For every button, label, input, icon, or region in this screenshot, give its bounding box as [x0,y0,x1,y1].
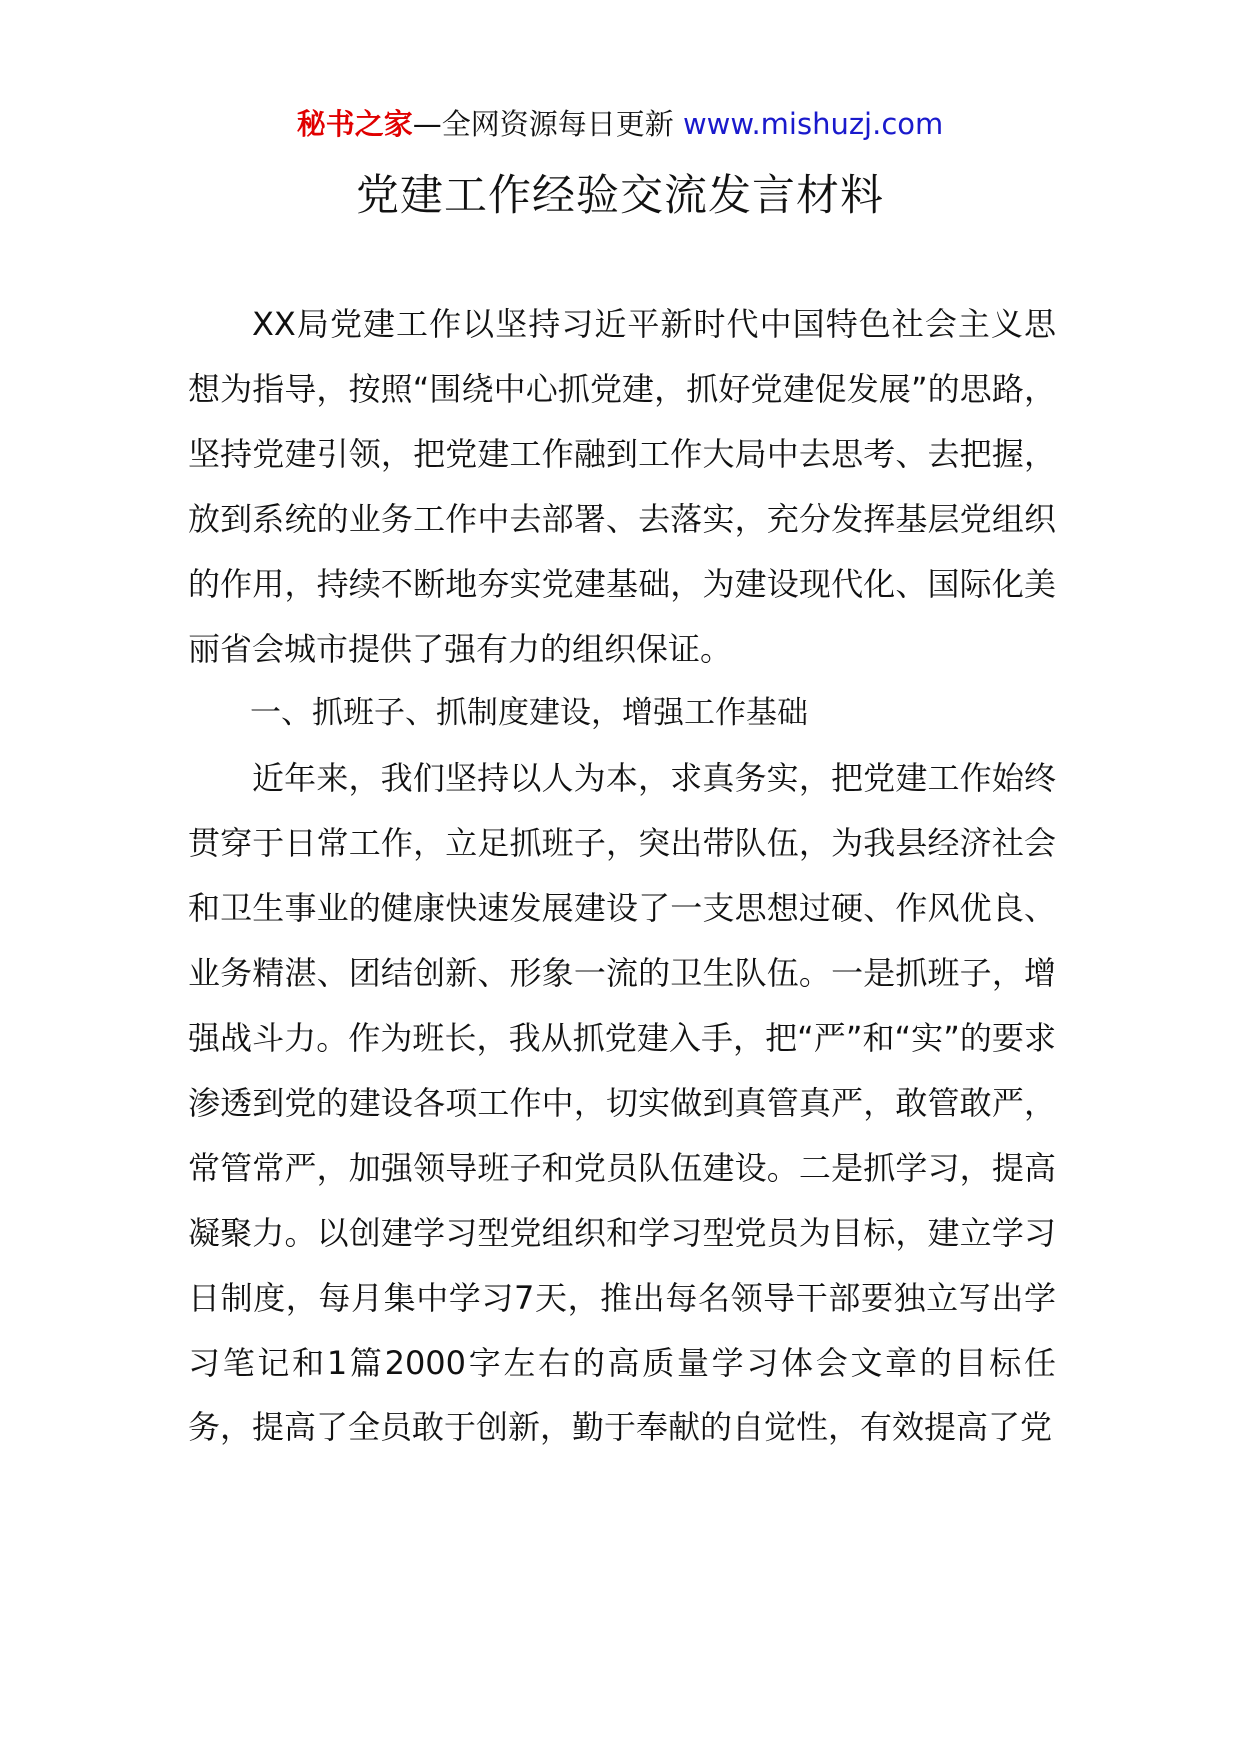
site-url-link[interactable]: www.mishuzj.com [682,107,944,141]
site-tagline: —全网资源每日更新 [412,107,683,141]
document-title: 党建工作经验交流发言材料 [356,171,884,221]
document-body [188,292,1056,1460]
site-header [0,102,1240,146]
section-heading: 一、抓班子、抓制度建设，增强工作基础 [250,695,808,732]
site-brand: 秘书之家 [296,107,413,141]
section-paragraph: 近年来，我们坚持以人为本，求真务实，把党建工作始终贯穿于日常工作，立足抓班子，突出带队伍，为我县经济社会和卫生事业的健康快速发展建设了一支思想过硬、作风优良、业务精湛、团结创新、形象一流的卫生队伍。一是抓班子，增强战斗力。作为班长，我从抓党建入手，把“严”和“实”的要求渗透到党的建设各项工作中，切实做到真管真严，敢管敢严，常管常严，加强领导班子和党员队伍建设。二是抓学习，提高凝聚力。以创建学习型党组织和学习型党员为目标，建立学习日制度，每月集中学习7天，推出每名领导干部要独立写出学习笔记和1篇2000字左右的高质量学习体会文章的目标任务，提高了全员敢于创新，勤于奉献的自觉性，有效提高了党 [188,759,1056,1447]
intro-paragraph: XX局党建工作以坚持习近平新时代中国特色社会主义思想为指导，按照“围绕中心抓党建，抓好党建促发展”的思路，坚持党建引领，把党建工作融到工作大局中去思考、去把握，放到系统的业务工作中去部署、去落实，充分发挥基层党组织的作用，持续不断地夯实党建基础，为建设现代化、国际化美丽省会城市提供了强有力的组织保证。 [188,305,1056,668]
